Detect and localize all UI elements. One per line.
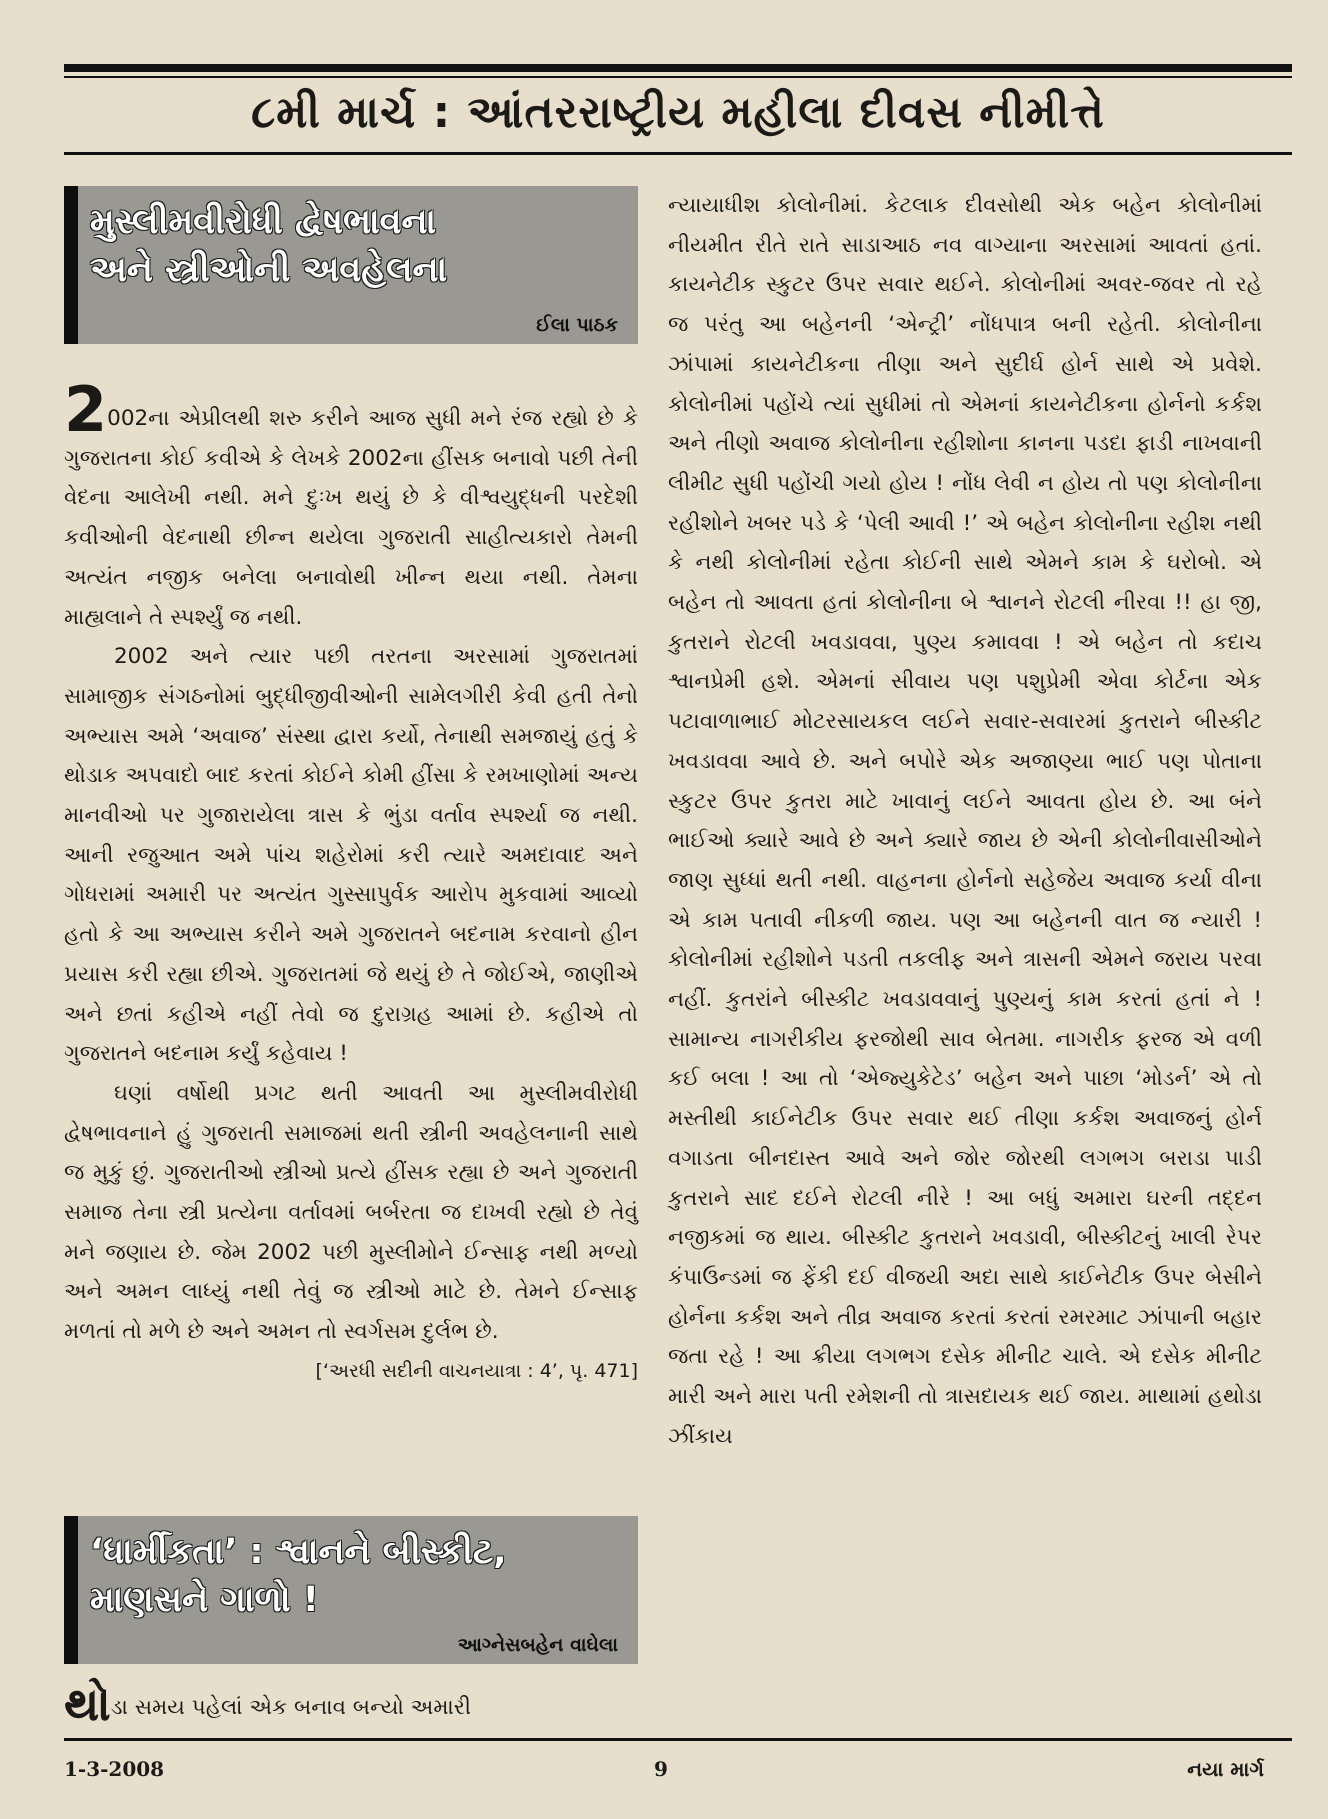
article2-title-box xyxy=(64,1516,638,1664)
article2-paragraph-1 xyxy=(64,1677,638,1731)
article1-paragraph-2: 2002 અને ત્યાર પછી તરતના અરસામાં ગુજરાતમાં સામાજીક સંગઠનોમાં બુદ્ધીજીવીઓની સામેલગીરી કેવી હતી તેનો અભ્યાસ અમે ‘અવાજ’ સંસ્થા દ્વારા કર્યો, તેનાથી સમજાયું હતું કે થોડાક અપવાદો બાદ કરતાં કોઈને કોમી હીંસા કે રમખાણોમાં અન્ય માનવીઓ પર ગુજારાયેલા ત્રાસ કે ભુંડા વર્તાવ સ્પર્શ્યા જ નથી. આની રજુઆત અમે પાંચ શહેરોમાં કરી ત્યારે અમદાવાદ અને ગોધરામાં અમારી પર અત્યંત ગુસ્સાપુર્વક આરોપ મુકવામાં આવ્યો હતો કે આ અભ્યાસ કરીને અમે ગુજરાતને બદનામ કરવાનો હીન પ્રયાસ કરી રહ્યા છીએ. ગુજરાતમાં જે થયું છે તે જોઈએ, જાણીએ અને છતાં કહીએ નહીં તેવો જ દુરાગ્રહ આમાં છે. કહીએ તો ગુજરાતને બદનામ કર્યું કહેવાય ! xyxy=(64,644,638,1067)
article1-paragraph-1 xyxy=(64,373,638,637)
article1-citation: [‘અરધી સદીની વાચનયાત્રા : 4’, પૃ. 471] xyxy=(315,1359,638,1382)
top-rule xyxy=(64,64,1292,72)
article1-dropcap: 2 xyxy=(64,373,108,446)
article1-author: ઈલા પાઠક xyxy=(536,314,618,336)
top-rule-thin xyxy=(64,76,1292,78)
article2-title-line2: માણસને ગાળો ! xyxy=(90,1580,319,1620)
page-headline: ૮મી માર્ચ : આંતરરાષ્ટ્રીય મહીલા દીવસ નીમીત્તે xyxy=(251,87,1105,138)
footer-date: 1-3-2008 xyxy=(64,1757,165,1781)
article1-body xyxy=(64,373,638,1392)
article2-paragraph-1-text: ડા સમય પહેલાં એક બનાવ બન્યો અમારી xyxy=(110,1695,472,1720)
article2-dropcap: થો xyxy=(64,1677,111,1731)
footer-page-number: 9 xyxy=(654,1757,668,1781)
article2-author: આગ્નેસબહેન વાઘેલા xyxy=(457,1634,618,1656)
article1-title-line1: મુસ્લીમવીરોધી દ્વેષભાવના xyxy=(90,202,437,242)
footer-rule xyxy=(64,1738,1292,1741)
article2-body-right xyxy=(668,186,1262,1457)
footer-magazine-name: નયા માર્ગ xyxy=(1187,1757,1264,1781)
article1-paragraph-3: ઘણાં વર્ષોથી પ્રગટ થતી આવતી આ મુસ્લીમવીરોધી દ્વેષભાવનાને હું ગુજરાતી સમાજમાં થતી સ્ત્રીની અવહેલનાની સાથે જ મુકું છું. ગુજરાતીઓ સ્ત્રીઓ પ્રત્યે હીંસક રહ્યા છે અને ગુજરાતી સમાજ તેના સ્ત્રી પ્રત્યેના વર્તાવમાં બર્બરતા જ દાખવી રહ્યો છે તેવું મને જણાય છે. જેમ 2002 પછી મુસ્લીમોને ઈન્સાફ નથી મળ્યો અને અમન લાધ્યું નથી તેવું જ સ્ત્રીઓ માટે છે. તેમને ઈન્સાફ મળતાં તો મળે છે અને અમન તો સ્વર્ગસમ દુર્લભ છે. xyxy=(64,1080,638,1345)
article2-right-column-text: ન્યાયાધીશ કોલોનીમાં. કેટલાક દીવસોથી એક બહેન કોલોનીમાં નીયમીત રીતે રાતે સાડાઆઠ નવ વાગ્યાના અરસામાં આવતાં હતાં. કાયનેટીક સ્કુટર ઉપર સવાર થઈને. કોલોનીમાં અવર-જવર તો રહે જ પરંતુ આ બહેનની ‘એન્ટ્રી’ નોંધપાત્ર બની રહેતી. કોલોનીના ઝાંપામાં કાયનેટીકના તીણા અને સુદીર્ઘ હોર્ન સાથે એ પ્રવેશે. કોલોનીમાં પહોંચે ત્યાં સુધીમાં તો એમનાં કાયનેટીકના હોર્નનો કર્કશ અને તીણો અવાજ કોલોનીના રહીશોના કાનના પડદા ફાડી નાખવાની લીમીટ સુધી પહોંચી ગયો હોય ! નોંધ લેવી ન હોય તો પણ કોલોનીના રહીશોને ખબર પડે કે ‘પેલી આવી !’ એ બહેન કોલોનીના રહીશ નથી કે નથી કોલોનીમાં રહેતા કોઈની સાથે એમને કામ કે ઘરોબો. એ બહેન તો આવતા હતાં કોલોનીના બે શ્વાનને રોટલી નીરવા !! હા જી, કુતરાને રોટલી ખવડાવવા, પુણ્ય કમાવવા ! એ બહેન તો કદાચ શ્વાનપ્રેમી હશે. એમનાં સીવાય પણ પશુપ્રેમી એવા કોર્ટના એક પટાવાળાભાઈ મોટરસાયકલ લઈને સવાર-સવારમાં કુતરાને બીસ્કીટ ખવડાવવા આવે છે. અને બપોરે એક અજાણ્યા ભાઈ પણ પોતાના સ્કુટર ઉપર કુતરા માટે ખાવાનું લઈને આવતા હોય છે. આ બંને ભાઈઓ ક્યારે આવે છે અને ક્યારે જાય છે એની કોલોનીવાસીઓને જાણ સુધ્ધાં થતી નથી. વાહનના હોર્નનો સહેજેય અવાજ કર્યા વીના એ કામ પતાવી નીકળી જાય. પણ આ બહેનની વાત જ ન્યારી ! કોલોનીમાં રહીશોને પડતી તકલીફ અને ત્રાસની એમને જરાય પરવા નહીં. કુતરાંને બીસ્કીટ ખવડાવવાનું પુણ્યનું કામ કરતાં હતાં ને ! સામાન્ય નાગરીકીય ફરજોથી સાવ બેતમા. નાગરીક ફરજ એ વળી કઈ બલા ! આ તો ‘એજ્યુકેટેડ’ બહેન અને પાછા ‘મોડર્ન’ એ તો મસ્તીથી કાઈનેટીક ઉપર સવાર થઈ તીણા કર્કશ અવાજનું હોર્ન વગાડતા બીનદાસ્ત આવે અને જોર જોરથી લગભગ બરાડા પાડી કુતરાને સાદ દઈને રોટલી નીરે ! આ બધું અમારા ઘરની તદ્દન નજીકમાં જ થાય. બીસ્કીટ કુતરાને ખવડાવી, બીસ્કીટનું ખાલી રેપર કંપાઉન્ડમાં જ ફેંકી દઈ વીજયી અદા સાથે કાઈનેટીક ઉપર બેસીને હોર્નના કર્કશ અને તીવ્ર અવાજ કરતાં કરતાં રમરમાટ ઝાંપાની બહાર જતા રહે ! આ ક્રીયા લગભગ દસેક મીનીટ ચાલે. એ દસેક મીનીટ મારી અને મારા પતી રમેશની તો ત્રાસદાયક થઈ જાય. માથામાં હથોડા ઝીંકાય xyxy=(668,193,1262,1449)
headline-rule xyxy=(64,152,1292,155)
article2-title-line1: ‘ધાર્મીકતા’ : શ્વાનને બીસ્કીટ, xyxy=(90,1532,507,1572)
article1-title-line2: અને સ્ત્રીઓની અવહેલના xyxy=(90,250,448,290)
article1-title-box xyxy=(64,186,638,344)
article2-body-left xyxy=(64,1677,638,1731)
article1-paragraph-1-text: 002ના એપ્રીલથી શરુ કરીને આજ સુધી મને રંજ રહ્યો છે કે ગુજરાતના કોઈ કવીએ કે લેખકે 2002ના હીંસક બનાવો પછી તેની વેદના આલેખી નથી. મને દુઃખ થયું છે કે વીશ્વયુદ્ધની પરદેશી કવીઓની વેદનાથી છીન્ન થયેલા ગુજરાતી સાહીત્યકારો તેમની અત્યંત નજીક બનેલા બનાવોથી ખીન્ન થયા નથી. તેમના માહ્યલાને તે સ્પર્શ્યું જ નથી. xyxy=(64,406,638,630)
